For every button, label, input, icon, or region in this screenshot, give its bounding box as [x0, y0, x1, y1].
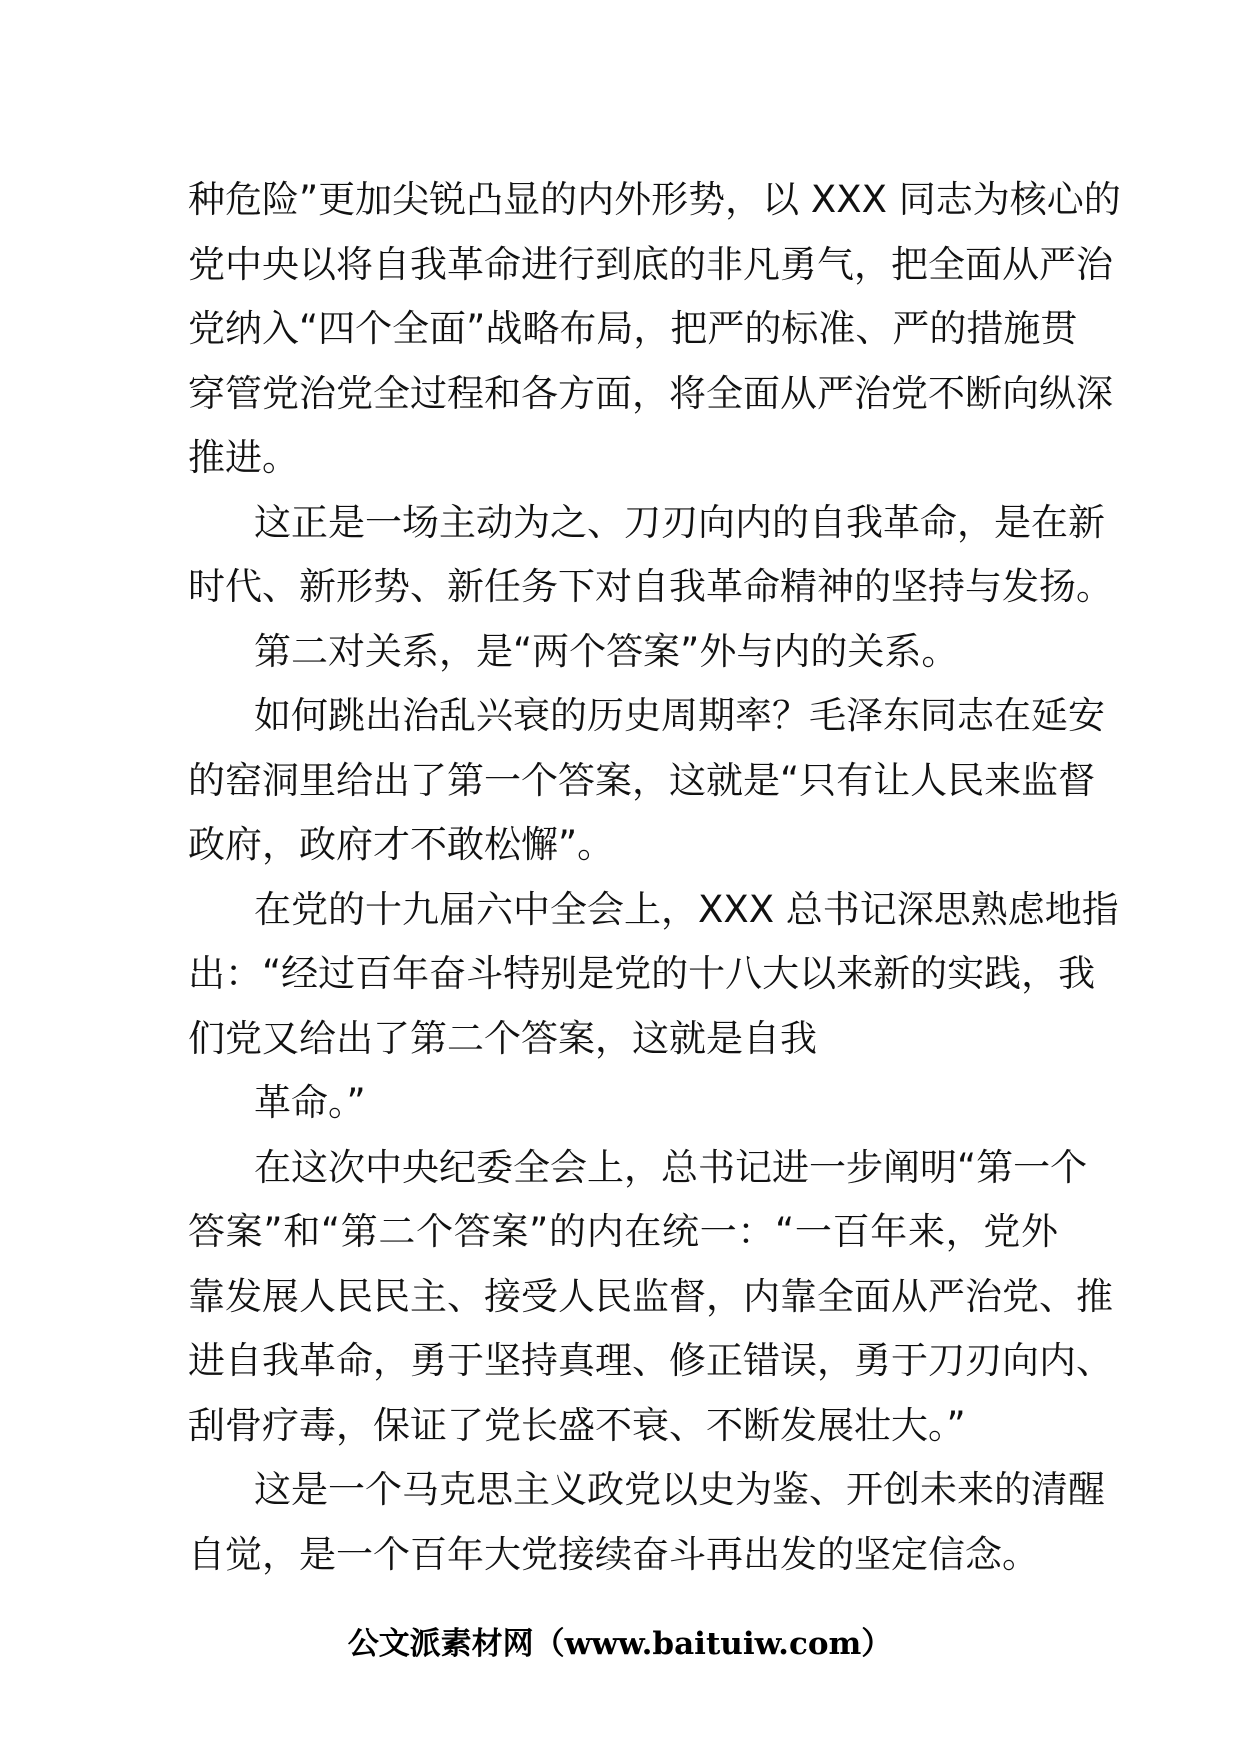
text-line: 党中央以将自我革命进行到底的非凡勇气，把全面从严治: [188, 242, 1113, 286]
paragraph-start-line: 革命。”: [254, 1081, 366, 1124]
text-line: 政府，政府才不敢松懈”。: [188, 823, 615, 866]
paragraph-start-line: 这正是一场主动为之、刀刃向内的自我革命，是在新: [254, 500, 1105, 544]
text-line: 穿管党治党全过程和各方面，将全面从严治党不断向纵深: [188, 371, 1113, 415]
text-line: 党纳入“四个全面”战略布局，把严的标准、严的措施贯: [188, 307, 1078, 350]
paragraph-start-line: 如何跳出治乱兴衰的历史周期率？毛泽东同志在延安: [254, 694, 1105, 737]
document-body: [188, 168, 1121, 1587]
paragraph-start-line: 第二对关系，是“两个答案”外与内的关系。: [254, 629, 959, 673]
text-line: 的窑洞里给出了第一个答案，这就是“只有让人民来监督: [188, 758, 1096, 802]
text-line: 进自我革命，勇于坚持真理、修正错误，勇于刀刃向内、: [188, 1339, 1113, 1382]
paragraph-start-line: 在这次中央纪委全会上，总书记进一步阐明“第一个: [254, 1145, 1088, 1189]
text-line: 时代、新形势、新任务下对自我革命精神的坚持与发扬。: [188, 565, 1113, 608]
text-line: 推进。: [188, 436, 299, 479]
footer-source-text: 公文派素材网（www.baituiw.com）: [347, 1626, 893, 1662]
text-line: 出：“经过百年奋斗特别是党的十八大以来新的实践，我: [188, 952, 1096, 995]
text-line: 刮骨疗毒，保证了党长盛不衰、不断发展壮大。”: [188, 1403, 966, 1447]
paragraph-start-line: 这是一个马克思主义政党以史为鉴、开创未来的清醒: [254, 1468, 1105, 1511]
text-line: 答案”和“第二个答案”的内在统一：“一百年来，党外: [188, 1210, 1058, 1253]
paragraph-start-line: 在党的十九届六中全会上，XXX 总书记深思熟虑地指: [254, 887, 1119, 931]
text-line: 靠发展人民民主、接受人民监督，内靠全面从严治党、推: [188, 1274, 1113, 1318]
text-line: 们党又给出了第二个答案，这就是自我: [188, 1016, 817, 1060]
text-line: 自觉，是一个百年大党接续奋斗再出发的坚定信念。: [188, 1532, 1039, 1576]
text-line: 种危险”更加尖锐凸显的内外形势，以 XXX 同志为核心的: [188, 178, 1121, 221]
